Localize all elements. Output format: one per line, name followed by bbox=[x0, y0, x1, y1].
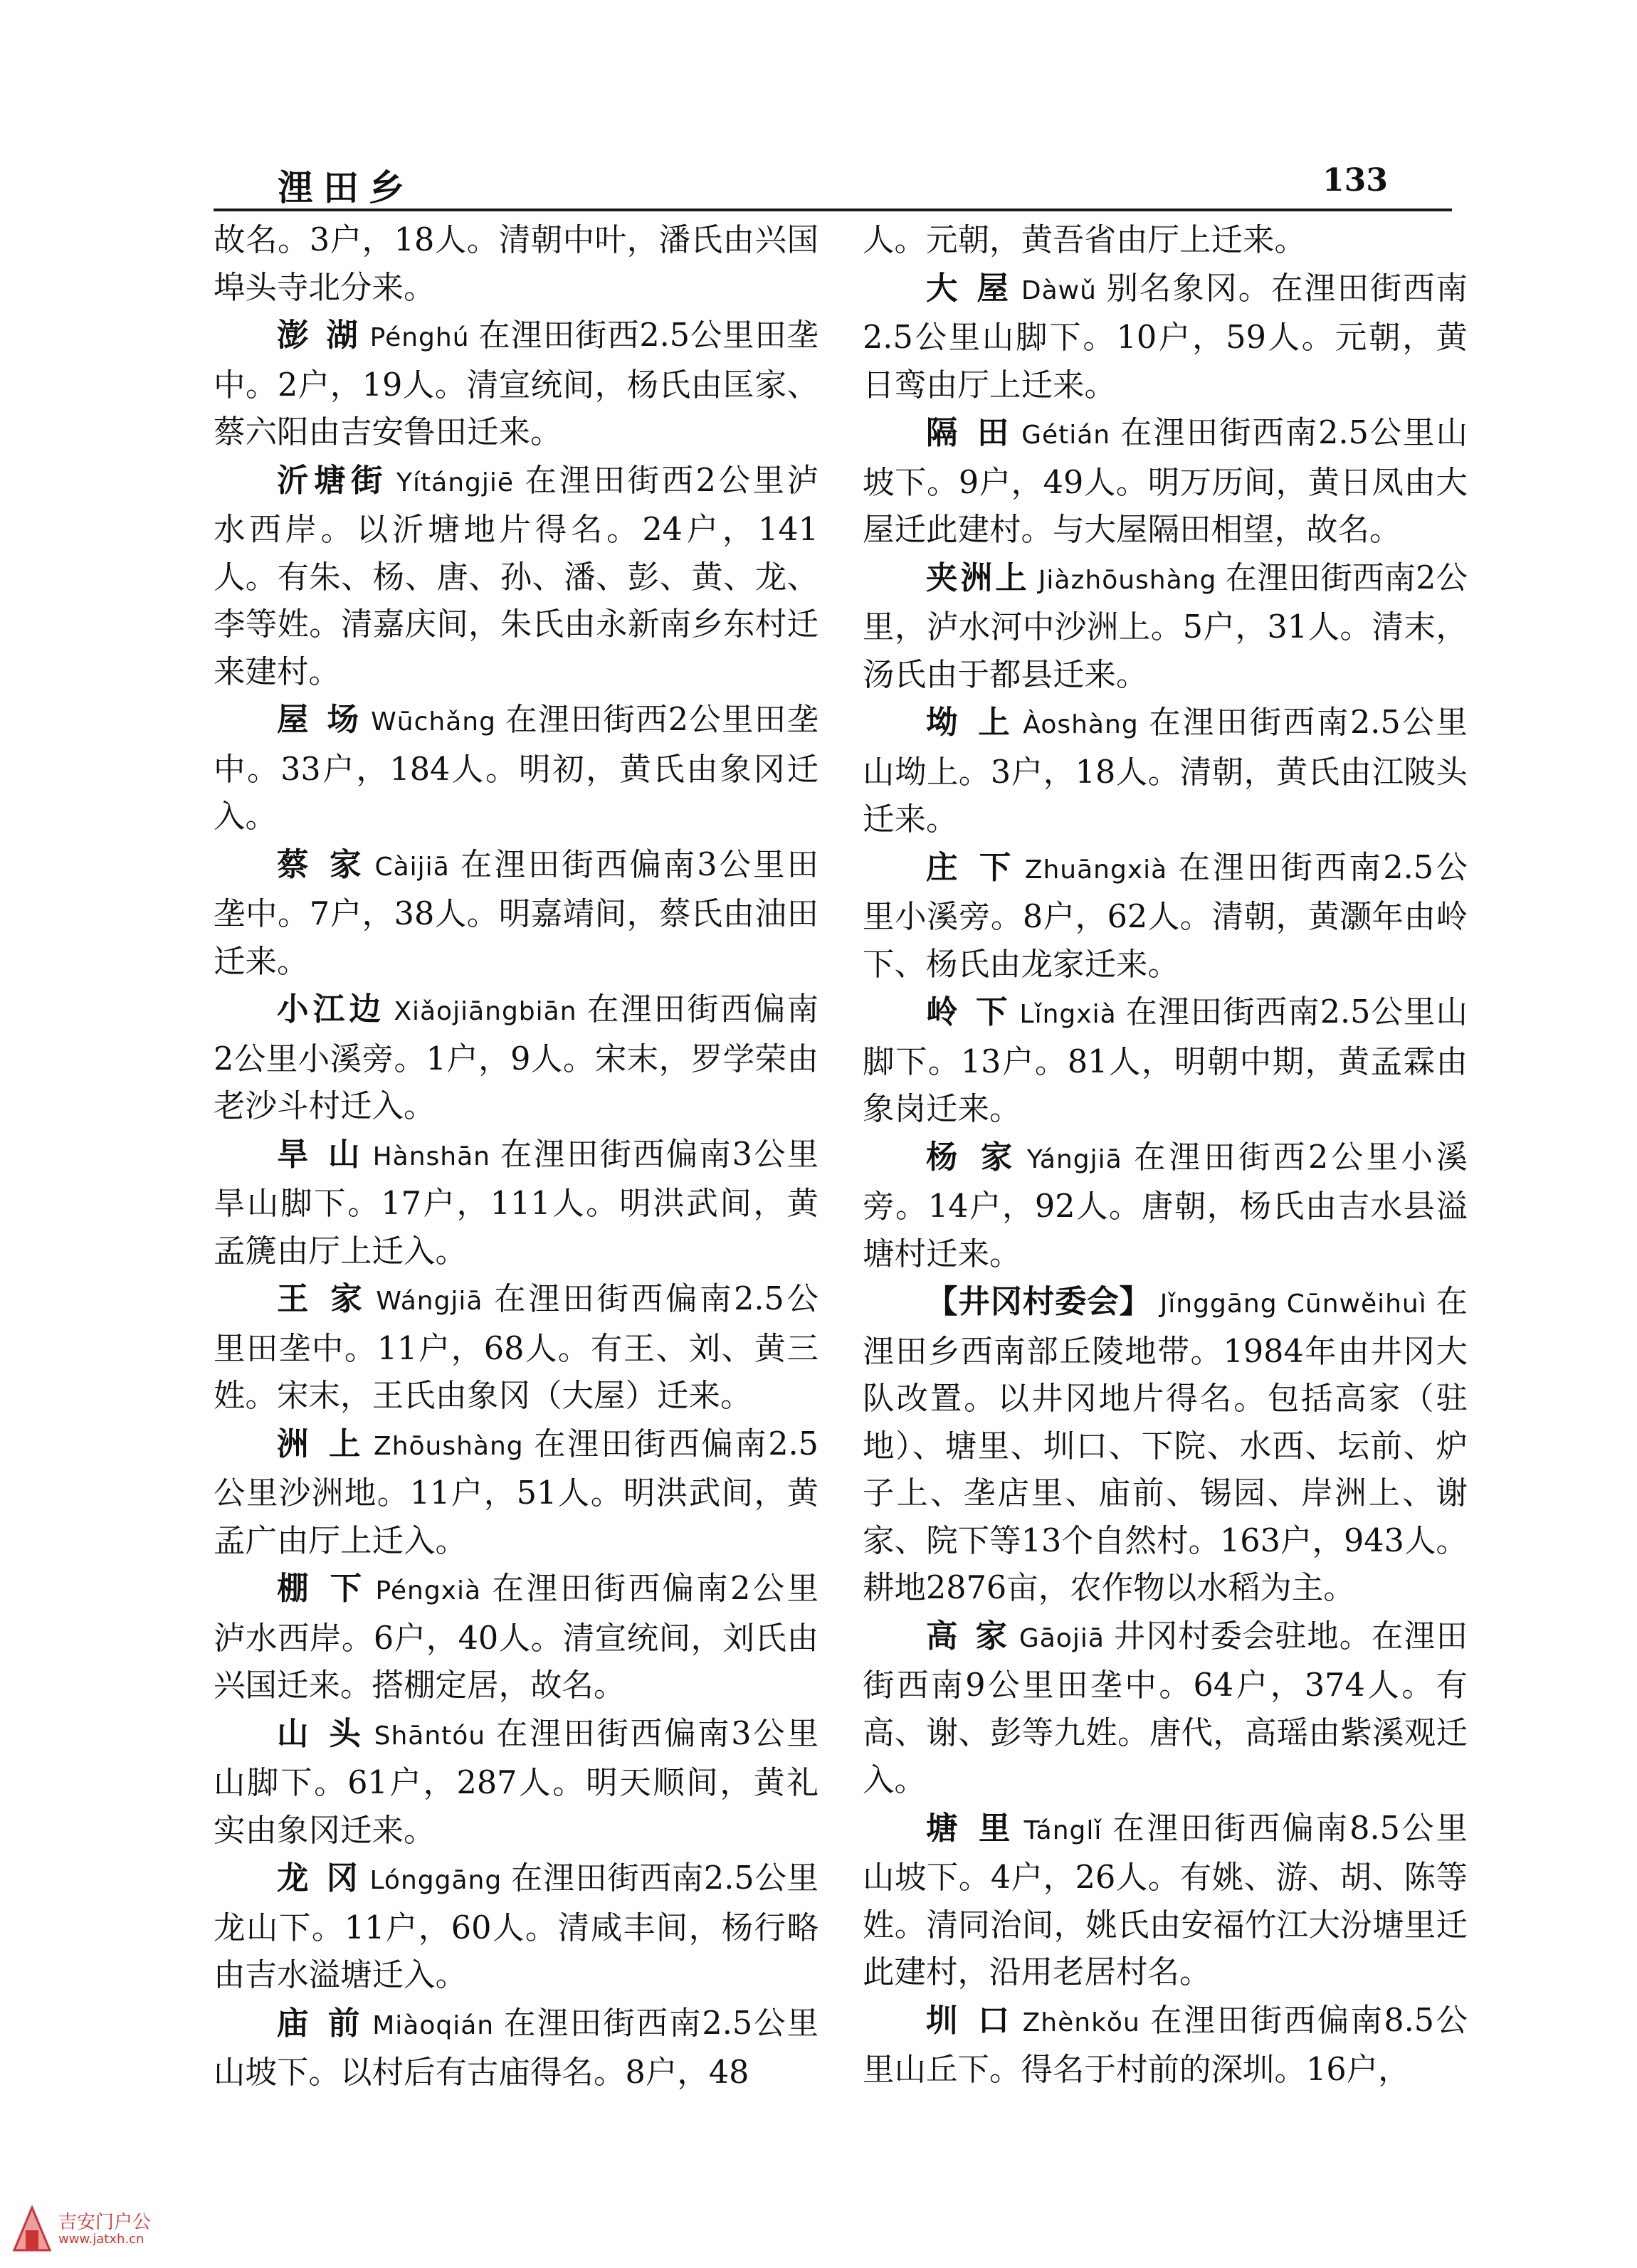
place-pinyin: Lǐngxià bbox=[1019, 1000, 1117, 1029]
place-name: 棚 下 bbox=[277, 1570, 367, 1607]
entry-text: 在浬田街西南2.5公里山坡下。9户，49人。明万历间，黄日凤由大屋迁此建村。与大屋隔田相望，故名。 bbox=[863, 415, 1468, 548]
place-pinyin: Xiǎojiāngbiān bbox=[394, 997, 577, 1026]
entry-text: 在浬田街西南2.5公里山坳上。3户，18人。清朝，黄氏由江陂头迁来。 bbox=[863, 705, 1468, 838]
entry-paragraph bbox=[863, 554, 1468, 700]
place-pinyin: Wángjiā bbox=[376, 1287, 483, 1316]
place-name: 蔡 家 bbox=[277, 845, 367, 883]
place-pinyin: Tánglǐ bbox=[1023, 1815, 1102, 1845]
entry-paragraph bbox=[863, 1613, 1468, 1805]
place-pinyin: Zhōushàng bbox=[374, 1431, 524, 1461]
entry-text: 在浬田街西2公里泸水西岸。以沂塘地片得名。24户，141人。有朱、杨、唐、孙、潘、彭、黄、龙、李等姓。清嘉庆间，朱氏由永新南乡东村迁来建村。 bbox=[214, 462, 818, 690]
place-pinyin: Pénghú bbox=[369, 323, 470, 352]
entry-text: 在浬田街西偏南3公里田垄中。7户，38人。明嘉靖间，蔡氏由油田迁来。 bbox=[214, 846, 818, 980]
entry-paragraph bbox=[863, 699, 1468, 844]
entry-text: 在浬田街西2.5公里田垄中。2户，19人。清宣统间，杨氏由匡家、蔡六阳由吉安鲁田迁来。 bbox=[214, 317, 818, 450]
place-pinyin: Zhènkǒu bbox=[1022, 2008, 1140, 2037]
section-heading: 【井冈村委会】 bbox=[926, 1283, 1152, 1320]
entry-paragraph bbox=[863, 1997, 1468, 2094]
entry-text: 在浬田街西南2.5公里小溪旁。8户，62人。清朝，黄灏年由岭下、杨氏由龙家迁来。 bbox=[863, 849, 1468, 983]
place-pinyin: Hànshān bbox=[372, 1141, 490, 1171]
place-name: 坳 上 bbox=[926, 704, 1015, 741]
place-name: 隔 田 bbox=[926, 414, 1014, 451]
place-name: 夹洲上 bbox=[926, 559, 1030, 596]
entry-text: 在浬田街西南2公里，泸水河中沙洲上。5户，31人。清末，汤氏由于都县迁来。 bbox=[863, 559, 1468, 693]
place-name: 庄 下 bbox=[926, 848, 1016, 886]
entry-paragraph bbox=[214, 1855, 818, 2000]
place-pinyin: Yángjiā bbox=[1026, 1144, 1122, 1174]
place-pinyin: Yítángjiē bbox=[396, 468, 515, 497]
entry-paragraph bbox=[214, 1420, 818, 1566]
place-name: 龙 冈 bbox=[277, 1860, 362, 1897]
place-name: 高 家 bbox=[926, 1617, 1011, 1655]
entry-text: 在浬田乡西南部丘陵地带。1984年由井冈大队改置。以井冈地片得名。包括高家（驻地）、塘里、圳口、下院、水西、坛前、炉子上、垄店里、庙前、锡园、岸洲上、谢家、院下等13个自然村。163户，943人。耕地2876亩，农作物以水稻为主。 bbox=[863, 1284, 1468, 1606]
place-name: 王 家 bbox=[277, 1280, 368, 1317]
entry-paragraph bbox=[863, 1278, 1468, 1613]
place-name: 庙 前 bbox=[277, 2004, 364, 2042]
page-title: 浬田乡 bbox=[278, 167, 414, 209]
entry-text: 在浬田街西南2.5公里龙山下。11户，60人。清咸丰间，杨行略由吉水溢塘迁入。 bbox=[214, 1860, 818, 1993]
entry-paragraph bbox=[214, 1275, 818, 1420]
place-pinyin: Àoshàng bbox=[1023, 710, 1139, 739]
entry-text: 在浬田街西偏南8.5公里山坡下。4户，26人。有姚、游、胡、陈等姓。清同治间，姚氏由安福竹江大汾塘里迁此建村，沿用老居村名。 bbox=[863, 1810, 1468, 1990]
place-pinyin: Miàoqián bbox=[372, 2010, 495, 2040]
entry-paragraph bbox=[863, 409, 1468, 554]
entry-text: 在浬田街西偏南2.5公里田垄中。11户，68人。有王、刘、黄三姓。宋末，王氏由象冈（大屋）迁来。 bbox=[214, 1281, 818, 1414]
place-name: 洲 上 bbox=[277, 1425, 366, 1462]
place-name: 大 屋 bbox=[926, 269, 1013, 307]
entry-text: 在浬田街西偏南3公里山脚下。61户，287人。明天顺间，黄礼实由象冈迁来。 bbox=[214, 1715, 818, 1849]
entry-paragraph bbox=[214, 457, 818, 697]
place-name: 山 头 bbox=[277, 1714, 366, 1752]
place-name: 岭 下 bbox=[926, 993, 1011, 1030]
entry-text: 在浬田街西南2.5公里山脚下。13户。81人，明朝中期，黄孟霖由象岗迁来。 bbox=[863, 994, 1468, 1127]
entry-paragraph bbox=[863, 217, 1468, 265]
watermark-url: www.jatxh.cn bbox=[58, 2232, 144, 2247]
entry-text: 故名。3户，18人。清朝中叶，潘氏由兴国埠头寺北分来。 bbox=[214, 222, 818, 306]
entry-paragraph bbox=[863, 1805, 1468, 1997]
watermark bbox=[7, 2200, 185, 2257]
place-pinyin: Jǐnggāng Cūnwěihuì bbox=[1159, 1289, 1427, 1319]
entry-paragraph bbox=[214, 2000, 818, 2097]
page-number: 133 bbox=[1322, 162, 1388, 199]
place-pinyin: Gāojiā bbox=[1018, 1623, 1105, 1653]
place-name: 圳 口 bbox=[926, 2001, 1014, 2039]
place-name: 旱 山 bbox=[277, 1135, 364, 1173]
entry-paragraph bbox=[214, 1131, 818, 1276]
entry-text: 井冈村委会驻地。在浬田街西南9公里田垄中。64户，374人。有高、谢、彭等九姓。唐代，高瑶由紫溪观迁入。 bbox=[863, 1618, 1468, 1798]
left-column bbox=[214, 217, 818, 2097]
entry-paragraph bbox=[214, 986, 818, 1131]
entry-paragraph bbox=[863, 1134, 1468, 1279]
entry-text: 在浬田街西偏南2公里泸水西岸。6户，40人。清宣统间，刘氏由兴国迁来。搭棚定居，故名。 bbox=[214, 1571, 818, 1704]
place-pinyin: Wūchǎng bbox=[371, 707, 496, 737]
entry-text: 人。元朝，黄吾省由厅上迁来。 bbox=[863, 222, 1307, 258]
place-pinyin: Lónggāng bbox=[369, 1866, 502, 1895]
place-name: 小江边 bbox=[277, 991, 386, 1028]
entry-text: 在浬田街西2公里小溪旁。14户，92人。唐朝，杨氏由吉水县溢塘村迁来。 bbox=[863, 1139, 1468, 1272]
entry-paragraph bbox=[214, 217, 818, 312]
place-name: 沂塘街 bbox=[277, 461, 389, 499]
place-name: 澎 湖 bbox=[277, 317, 362, 354]
entry-paragraph bbox=[214, 696, 818, 841]
entry-paragraph bbox=[863, 265, 1468, 410]
watermark-text: 吉安门户公 bbox=[58, 2212, 152, 2233]
entry-paragraph bbox=[214, 841, 818, 986]
entry-text: 在浬田街西2公里田垄中。33户，184人。明初，黄氏由象冈迁入。 bbox=[214, 702, 818, 835]
entry-paragraph bbox=[863, 988, 1468, 1134]
entry-text: 在浬田街西偏南2.5公里沙洲地。11户，51人。明洪武间，黄孟广由厅上迁入。 bbox=[214, 1425, 818, 1559]
page-header bbox=[221, 159, 1431, 209]
place-name: 屋 场 bbox=[277, 701, 363, 738]
place-name: 杨 家 bbox=[926, 1138, 1018, 1176]
entry-paragraph bbox=[863, 844, 1468, 989]
entry-paragraph bbox=[214, 312, 818, 457]
place-pinyin: Càijiā bbox=[374, 852, 450, 882]
entry-text: 在浬田街西偏南3公里旱山脚下。17户，111人。明洪武间，黄孟篪由厅上迁入。 bbox=[214, 1136, 818, 1270]
place-pinyin: Péngxià bbox=[375, 1576, 482, 1605]
entry-text: 在浬田街西南2.5公里山坡下。以村后有古庙得名。8户，48 bbox=[214, 2005, 818, 2091]
place-pinyin: Shāntóu bbox=[374, 1721, 486, 1751]
entry-text: 别名象冈。在浬田街西南2.5公里山脚下。10户，59人。元朝，黄日鸾由厅上迁来。 bbox=[863, 270, 1468, 404]
entry-paragraph bbox=[214, 1565, 818, 1710]
entry-text: 在浬田街西偏南8.5公里山丘下。得名于村前的深圳。16户， bbox=[863, 2002, 1468, 2088]
place-pinyin: Zhuāngxià bbox=[1024, 855, 1168, 885]
entry-paragraph bbox=[214, 1710, 818, 1855]
place-pinyin: Dàwǔ bbox=[1021, 275, 1097, 305]
place-pinyin: Jiàzhōushàng bbox=[1038, 565, 1217, 595]
place-pinyin: Gétián bbox=[1021, 421, 1111, 450]
entry-text: 在浬田街西偏南2公里小溪旁。1户，9人。宋末，罗学荣由老沙斗村迁入。 bbox=[214, 991, 818, 1124]
place-name: 塘 里 bbox=[926, 1809, 1016, 1847]
watermark-logo-icon bbox=[7, 2200, 57, 2257]
right-column bbox=[863, 217, 1468, 2094]
header-rule bbox=[214, 209, 1452, 211]
